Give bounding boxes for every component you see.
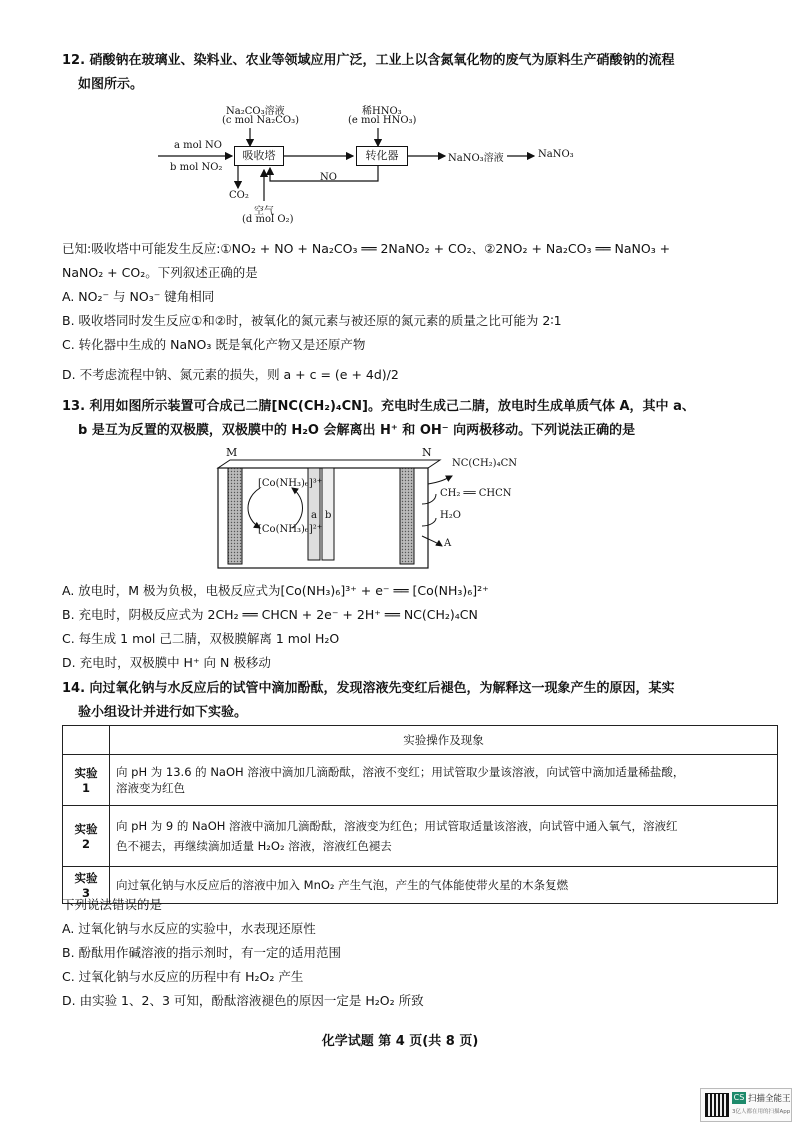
q12-flow-diagram (150, 98, 610, 228)
row-text-line: 溶液变为红色 (116, 781, 185, 795)
q12-known-line2: NaNO₂ + CO₂。下列叙述正确的是 (62, 265, 258, 280)
row-text-line: 色不褪去，再继续滴加适量 H₂O₂ 溶液，溶液红色褪去 (116, 839, 392, 853)
co-ion-2plus-label: [Co(NH₃)₆]²⁺ (258, 524, 323, 535)
q14-option-c: C. 过氧化钠与水反应的历程中有 H₂O₂ 产生 (62, 969, 304, 984)
q12-option-d: D. 不考虑流程中钠、氮元素的损失，则 a + c = (e + 4d)/2 (62, 367, 399, 382)
q14-option-a: A. 过氧化钠与水反应的实验中，水表现还原性 (62, 921, 316, 936)
badge-subtitle: 3亿人都在用的扫描App (732, 1109, 791, 1115)
q12-known-line1: 已知:吸收塔中可能发生反应:①NO₂ + NO + Na₂CO₃ ══ 2NaNO₂ + CO₂、②2NO₂ + Na₂CO₃ ══ NaNO₃ + (62, 241, 671, 256)
table-row (63, 867, 778, 904)
q14-stem-line1: 14. 向过氧化钠与水反应后的试管中滴加酚酞，发现溶液先变红后褪色，为解释这一现象产生的原因，某实 (62, 681, 675, 696)
row-label: 实验 2 (63, 806, 110, 867)
badge-title: 扫描全能王 (748, 1094, 791, 1104)
q12-option-c: C. 转化器中生成的 NaNO₃ 既是氧化产物又是还原产物 (62, 337, 366, 352)
table-row (63, 806, 778, 867)
q14-option-b: B. 酚酞用作碱溶液的指示剂时，有一定的适用范围 (62, 945, 342, 960)
q14-option-d: D. 由实验 1、2、3 可知，酚酞溶液褪色的原因一定是 H₂O₂ 所致 (62, 993, 424, 1008)
absorber-box: 吸收塔 (234, 146, 284, 166)
table-header: 实验操作及现象 (110, 726, 778, 755)
q13-cell-diagram (200, 446, 550, 576)
electrode-n-label: N (422, 446, 432, 459)
q13-option-d: D. 充电时，双极膜中 H⁺ 向 N 极移动 (62, 655, 271, 670)
experiment-table (62, 725, 778, 904)
adiponitrile-label: NC(CH₂)₄CN (452, 458, 517, 469)
qr-code-icon (705, 1093, 729, 1117)
table-header-blank (63, 726, 110, 755)
row-text-line: 向过氧化钠与水反应后的溶液中加入 MnO₂ 产生气泡，产生的气体能使带火星的木条复燃 (116, 878, 569, 892)
row-text (110, 806, 778, 867)
row-text (110, 867, 778, 904)
q13-option-b: B. 充电时，阴极反应式为 2CH₂ ══ CHCN + 2e⁻ + 2H⁺ ══ NC(CH₂)₄CN (62, 607, 478, 622)
water-label: H₂O (440, 510, 461, 521)
acrylonitrile-label: CH₂ ══ CHCN (440, 488, 512, 499)
electrode-m-label: M (226, 446, 238, 459)
gas-a-label: A (444, 538, 452, 549)
converter-box: 转化器 (356, 146, 408, 166)
q14-question: 下列说法错误的是 (62, 897, 163, 912)
row-text-line: 向 pH 为 9 的 NaOH 溶液中滴加几滴酚酞，溶液变为红色；用试管取适量该溶液，向试管中通入氧气，溶液红 (116, 819, 678, 833)
q14-stem-line2: 验小组设计并进行如下实验。 (78, 705, 248, 720)
input-no2-label: b mol NO₂ (170, 162, 223, 173)
membrane-a-label: a (311, 510, 317, 521)
nano3-solution-label: NaNO₃溶液 (448, 153, 504, 164)
recycle-no-label: NO (320, 172, 337, 183)
air-label: 空气 (254, 206, 274, 217)
row-text (110, 755, 778, 806)
row-label: 实验 1 (63, 755, 110, 806)
co2-label: CO₂ (229, 190, 249, 201)
q12-stem-line1: 12. 硝酸钠在玻璃业、染料业、农业等领域应用广泛，工业上以含氮氧化物的废气为原料生产硝酸钠的流程 (62, 53, 675, 68)
q12-option-a: A. NO₂⁻ 与 NO₃⁻ 键角相同 (62, 289, 215, 304)
q13-stem-line1: 13. 利用如图所示装置可合成己二腈[NC(CH₂)₄CN]。充电时生成己二腈，放电时生成单质气体 A，其中 a、 (62, 399, 695, 414)
na2co3-amount-label: (c mol Na₂CO₃) (222, 115, 300, 126)
co-ion-3plus-label: [Co(NH₃)₆]³⁺ (258, 478, 323, 489)
scanner-badge (700, 1088, 792, 1122)
table-header-row (63, 726, 778, 755)
row-label: 实验 3 (63, 867, 110, 904)
hno3-amount-label: (e mol HNO₃) (348, 115, 417, 126)
camscanner-logo-icon: CS (733, 1093, 745, 1102)
hno3-label: 稀HNO₃ (362, 106, 402, 117)
na2co3-label: Na₂CO₃溶液 (226, 106, 285, 117)
page-footer: 化学试题 第 4 页(共 8 页) (321, 1034, 479, 1049)
q13-stem-line2: b 是互为反置的双极膜，双极膜中的 H₂O 会解离出 H⁺ 和 OH⁻ 向两极移动。下列说法正确的是 (78, 423, 636, 438)
q12-stem-line2: 如图所示。 (78, 77, 144, 92)
row-text-line: 向 pH 为 13.6 的 NaOH 溶液中滴加几滴酚酞，溶液不变红；用试管取少量该溶液，向试管中滴加适量稀盐酸， (116, 765, 685, 779)
nano3-product-label: NaNO₃ (538, 149, 574, 160)
q13-option-a: A. 放电时，M 极为负极，电极反应式为[Co(NH₃)₆]³⁺ + e⁻ ══ [Co(NH₃)₆]²⁺ (62, 583, 489, 598)
q12-option-b: B. 吸收塔同时发生反应①和②时，被氧化的氮元素与被还原的氮元素的质量之比可能为 2∶1 (62, 313, 562, 328)
input-no-label: a mol NO (174, 140, 222, 151)
table-row (63, 755, 778, 806)
q13-option-c: C. 每生成 1 mol 己二腈，双极膜解离 1 mol H₂O (62, 631, 340, 646)
membrane-b-label: b (325, 510, 332, 521)
o2-amount-label: (d mol O₂) (242, 214, 294, 225)
